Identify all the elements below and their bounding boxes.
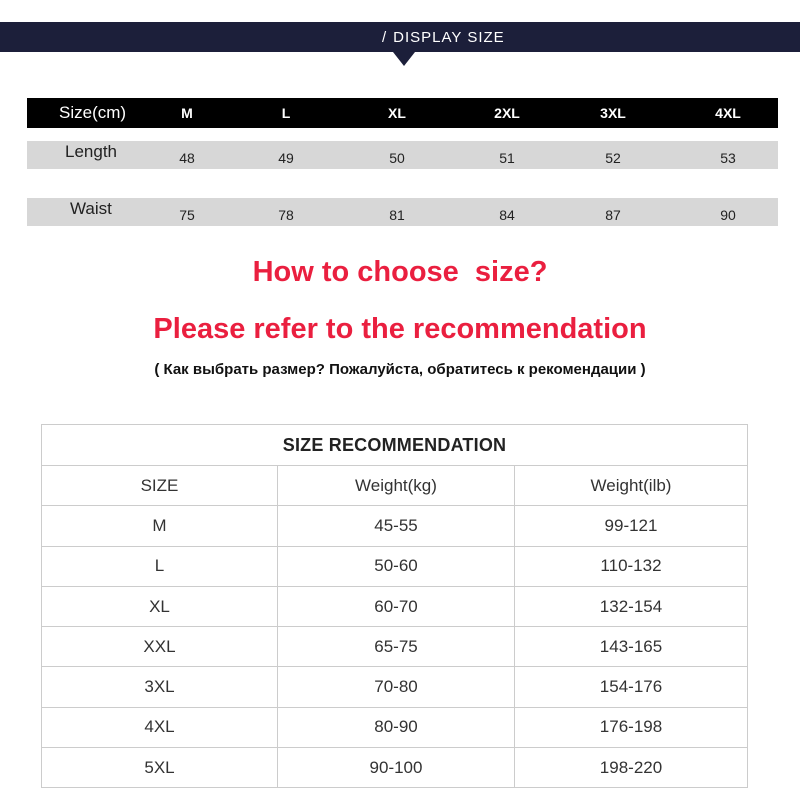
size-column-l: L <box>281 105 291 121</box>
table-row <box>42 547 747 587</box>
waist-value: 84 <box>499 207 515 223</box>
length-value: 52 <box>605 150 621 166</box>
size-column-xl: XL <box>388 105 406 121</box>
waist-value: 90 <box>720 207 736 223</box>
weight-lb-cell: 110-132 <box>600 556 662 576</box>
table-row <box>42 748 747 788</box>
column-header-weight-lb: Weight(ilb) <box>590 475 672 495</box>
weight-kg-cell: 90-100 <box>278 748 515 787</box>
weight-kg-cell: 65-75 <box>278 627 515 666</box>
length-row <box>27 141 778 169</box>
length-value: 53 <box>720 150 736 166</box>
weight-kg-cell: 60-70 <box>278 587 515 626</box>
weight-lb-cell: 154-176 <box>599 677 663 697</box>
recommendation-title: SIZE RECOMMENDATION <box>42 425 747 466</box>
length-value: 50 <box>389 150 405 166</box>
weight-lb-cell: 99-121 <box>604 515 658 535</box>
weight-kg-cell: 70-80 <box>278 667 515 706</box>
column-header-weight-kg: Weight(kg) <box>278 466 515 505</box>
size-column-4xl: 4XL <box>715 105 741 121</box>
waist-label: Waist <box>70 199 112 218</box>
how-to-choose-heading: How to choose size? <box>252 256 548 288</box>
size-cell: L <box>42 547 278 586</box>
display-size-header-row <box>27 98 778 128</box>
size-cell: 4XL <box>42 708 278 747</box>
size-recommendation-table <box>41 424 748 788</box>
weight-lb-cell: 132-154 <box>599 596 663 616</box>
table-row <box>42 587 747 627</box>
banner-title <box>382 29 505 47</box>
weight-lb-cell: 176-198 <box>599 717 663 737</box>
size-cell: 5XL <box>42 748 278 787</box>
banner-slash: / <box>382 29 388 46</box>
size-cell: M <box>42 506 278 545</box>
waist-row <box>27 198 778 226</box>
russian-subheading: ( Как выбрать размер? Пожалуйста, обратитесь к рекомендации ) <box>154 361 646 378</box>
banner-notch <box>393 52 415 66</box>
length-value: 49 <box>278 150 294 166</box>
weight-kg-cell: 45-55 <box>278 506 515 545</box>
recommendation-header-row <box>42 466 747 506</box>
length-value: 48 <box>179 150 195 166</box>
table-row <box>42 667 747 707</box>
size-cell: XL <box>42 587 278 626</box>
waist-value: 87 <box>605 207 621 223</box>
column-header-size: SIZE <box>42 466 278 505</box>
table-row <box>42 708 747 748</box>
size-column-3xl: 3XL <box>600 105 626 121</box>
waist-value: 81 <box>389 207 405 223</box>
size-cell: 3XL <box>42 667 278 706</box>
length-value: 51 <box>499 150 515 166</box>
size-column-m: M <box>181 105 193 121</box>
size-cm-label: Size(cm) <box>59 103 127 122</box>
banner-title-text: DISPLAY SIZE <box>393 29 505 46</box>
length-label: Length <box>65 142 117 161</box>
table-row <box>42 506 747 546</box>
table-row <box>42 627 747 667</box>
size-column-2xl: 2XL <box>494 105 520 121</box>
weight-kg-cell: 80-90 <box>278 708 515 747</box>
refer-recommendation-heading: Please refer to the recommendation <box>153 313 647 345</box>
size-cell: XXL <box>42 627 278 666</box>
weight-lb-cell: 143-165 <box>599 636 663 656</box>
weight-kg-cell: 50-60 <box>278 547 515 586</box>
waist-value: 75 <box>179 207 195 223</box>
weight-lb-cell: 198-220 <box>599 757 663 777</box>
waist-value: 78 <box>278 207 294 223</box>
